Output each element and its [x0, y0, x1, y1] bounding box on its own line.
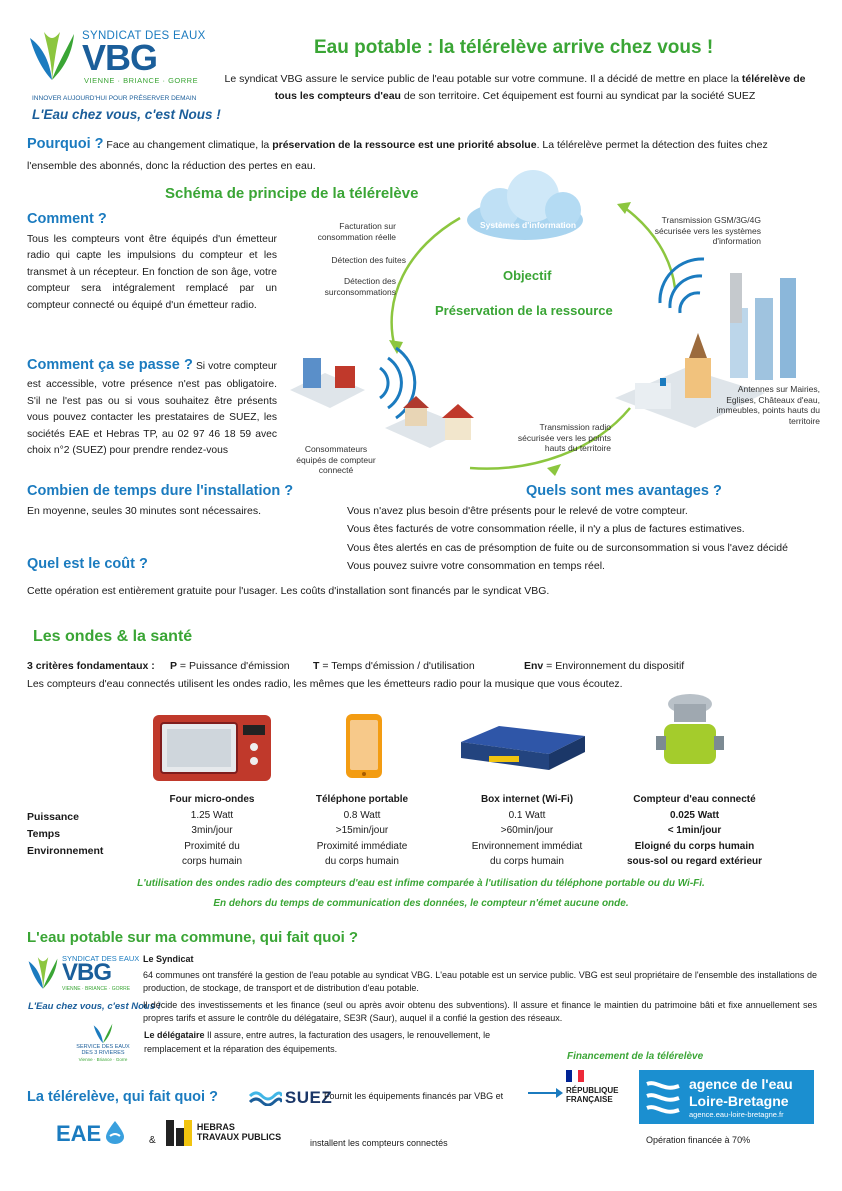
ondes-intro: Les compteurs d'eau connectés utilisent les ondes radio, les mêmes que les émetteurs radio pour la musique que vous écoutez. [27, 678, 623, 690]
comment-text: Tous les compteurs vont être équipés d'un émetteur radio qui capte les impulsions du compteur et les transmet à un récepteur. En fonction de son âge, votre compteur sera intégralement remplacé par un compteur connecté ou équipé d'un émetteur radio. [27, 234, 277, 311]
intro-part-2: de son territoire. Cet équipement est fourni au syndicat par la société SUEZ [400, 89, 756, 102]
agence-url: agence.eau-loire-bretagne.fr [689, 1110, 784, 1119]
phone-icon [344, 712, 384, 780]
device-name: Four micro-ondes [169, 794, 255, 805]
wifi-signal-right-icon [660, 259, 704, 313]
ondes-note-1: L'utilisation des ondes radio des compteurs d'eau est infime comparée à l'utilisation du téléphone portable ou du Wi-Fi. [137, 878, 705, 889]
device-env-2: du corps humain [490, 856, 564, 867]
vbg-logo [26, 28, 221, 128]
eae-logo [56, 1118, 126, 1150]
row-label-puissance: Puissance [27, 811, 79, 823]
duree-heading: Combien de temps dure l'installation ? [27, 483, 294, 499]
arrow-to-financement-icon [528, 1092, 558, 1094]
schema-title: Schéma de principe de la télérelève [165, 185, 419, 202]
device-name: Box internet (Wi-Fi) [480, 794, 574, 805]
comparison-table [27, 792, 817, 882]
device-temps: >60min/jour [500, 825, 554, 836]
device-puissance: 1.25 Watt [190, 809, 234, 821]
detection-surconso-label: Détection des surconsommations [324, 276, 396, 297]
critere-p-label: P [170, 660, 178, 672]
hebras-logo [164, 1118, 281, 1148]
delegataire-label: Le délégataire [144, 1030, 205, 1040]
device-puissance: 0.1 Watt [508, 809, 546, 821]
device-puissance: 0.025 Watt [669, 809, 720, 821]
ondes-heading: Les ondes & la santé [33, 628, 193, 645]
hebras-mark-icon [164, 1118, 194, 1148]
duree-text: En moyenne, seules 30 minutes sont nécessaires. [27, 505, 262, 517]
comment-passe-section [27, 354, 277, 460]
leaf-icon [90, 1022, 116, 1044]
operation-text: Opération financée à 70% [646, 1135, 751, 1145]
critere-p [170, 659, 290, 674]
s3r-logo [70, 1022, 136, 1074]
comment-passe-text: Si votre compteur est accessible, votre présence n'est pas obligatoire. S'il ne l'est pas ou si vous souhaitez être présents vous pouvez contacter les prestataires de SUEZ, les sociétés EAE et Hebras TP, au 02 97 46 18 59 avec choix n°2 (SUEZ) pour prendre rendez-vous [27, 361, 277, 457]
logo-slogan: L'Eau chez vous, c'est Nous ! [28, 1001, 161, 1012]
avantage-item: Vous êtes facturés de votre consommation réelle, il n'y a plus de factures estimatives. [347, 523, 745, 536]
intro-text [214, 71, 816, 105]
device-temps: >15min/jour [335, 825, 389, 836]
suez-wave-icon [248, 1090, 282, 1106]
comment-passe-heading: Comment ça se passe ? [27, 357, 193, 373]
syndicat-block [143, 953, 817, 1026]
device-column-microwave [147, 792, 277, 870]
critere-t-text: = Temps d'émission / d'utilisation [319, 660, 475, 672]
device-temps: < 1min/jour [667, 825, 722, 836]
agence-eau-logo [639, 1070, 814, 1124]
antennes-label: Antennes sur Mairies, Eglises, Châteaux d'eau, immeubles, points hauts du territoire [716, 384, 820, 426]
page-title: Eau potable : la télérelève arrive chez vous ! [314, 37, 714, 58]
preservation-label: Préservation de la ressource [435, 303, 613, 318]
leaf-icon [26, 956, 60, 990]
avantages-list [347, 502, 788, 576]
logo-sub-text: VIENNE · BRIANCE · GORRE [62, 986, 131, 992]
intro-bold: télérelève de tous les compteurs d'eau [274, 73, 806, 102]
avantage-item: Vous n'avez plus besoin d'être présents pour le relevé de votre compteur. [347, 505, 688, 517]
row-label-environnement: Environnement [27, 845, 104, 857]
device-env-2: du corps humain [325, 856, 399, 867]
device-temps: 3min/jour [191, 825, 233, 836]
cout-heading: Quel est le coût ? [27, 556, 148, 572]
financement-title: Financement de la télérelève [567, 1051, 704, 1062]
cloud-label: Systèmes d'information [480, 220, 577, 230]
device-env-2: sous-sol ou regard extérieur [626, 856, 763, 867]
device-name: Compteur d'eau connecté [633, 794, 756, 805]
logo-top-text: SYNDICAT DES EAUX [62, 954, 140, 963]
suez-name: SUEZ [284, 1088, 333, 1107]
republique-logo [566, 1070, 630, 1105]
cout-text: Cette opération est entièrement gratuite pour l'usager. Les coûts d'installation sont financés par le syndicat VBG. [27, 585, 550, 597]
transmission-gsm-label: Transmission GSM/3G/4G sécurisée vers les systèmes d'information [654, 215, 761, 247]
device-env-1: Proximité immédiate [316, 840, 408, 852]
hebras-line-2: TRAVAUX PUBLICS [196, 1132, 282, 1142]
device-env-1: Environnement immédiat [471, 840, 583, 852]
device-column-box [452, 792, 602, 870]
avantage-item: Vous êtes alertés en cas de présomption de fuite ou de surconsommation si vous l'avez décidé [347, 541, 788, 554]
water-drop-icon [104, 1120, 126, 1144]
syndicat-p1: 64 communes ont transféré la gestion de l'eau potable au syndicat VBG. L'eau potable est un service public. VBG est seul propriétaire de l'ensemble des installations de production, de stockage, de transport et de distribution d'eau potable. [143, 969, 817, 993]
device-puissance: 0.8 Watt [343, 809, 381, 821]
logo-tagline: INNOVER AUJOURD'HUI POUR PRÉSERVER DEMAIN [32, 95, 197, 102]
antenna-tower-icon [730, 273, 742, 323]
hebras-line-1: HEBRAS [196, 1122, 235, 1133]
objectif-label: Objectif [503, 268, 552, 283]
commune-heading: L'eau potable sur ma commune, qui fait quoi ? [27, 929, 359, 946]
cycle-arrow-top [392, 218, 460, 348]
detection-fuites-label: Détection des fuites [331, 255, 406, 265]
logo-sub-text: VIENNE · BRIANCE · GORRE [84, 76, 199, 85]
suez-text: Fournit les équipements financés par VBG et [324, 1091, 504, 1101]
rf-line-2: FRANÇAISE [566, 1095, 613, 1105]
pourquoi-heading: Pourquoi ? [27, 136, 104, 152]
criteres-label: 3 critères fondamentaux : [27, 660, 155, 672]
telereleve-heading: La télérelève, qui fait quoi ? [27, 1089, 218, 1105]
arrow-head-icon [556, 1088, 563, 1098]
logo-top-text: SYNDICAT DES EAUX [82, 30, 206, 42]
criteres-line [27, 659, 817, 674]
facturation-label: Facturation sur consommation réelle [317, 221, 396, 242]
install-text: installent les compteurs connectés [310, 1138, 448, 1148]
suez-logo [248, 1086, 332, 1106]
rf-line-1: RÉPUBLIQUE [566, 1086, 619, 1096]
device-column-phone [292, 792, 432, 870]
ae-mark-icon [643, 1078, 683, 1116]
critere-env-label: Env [524, 660, 544, 672]
logo-main-text: VBG [82, 37, 158, 78]
critere-t-label: T [313, 660, 320, 672]
ampersand: & [149, 1135, 156, 1146]
s3r-sub: Vienne · Briance · Gorre [78, 1056, 128, 1062]
critere-env [524, 659, 684, 674]
delegataire-block [144, 1028, 534, 1057]
pourquoi-text-1: Face au changement climatique, la [103, 139, 273, 151]
delegataire-text: Il assure, entre autres, la facturation des usagers, le renouvellement, le remplacement et la réparation des équipements. [144, 1030, 491, 1055]
device-env-1: Eloigné du corps humain [634, 840, 755, 852]
critere-p-text: = Puissance d'émission [177, 660, 290, 672]
hebras-text [197, 1123, 281, 1143]
vbg-logo-small [26, 954, 161, 1016]
agence-line-2: Loire-Bretagne [689, 1093, 789, 1109]
pourquoi-text-2: . La télérelève permet la détection des fuites chez l'ensemble des abonnés, donc la réduction des pertes en eau. [27, 139, 768, 173]
critere-env-text: = Environnement du dispositif [543, 660, 685, 672]
logo-main-text: VBG [62, 959, 112, 986]
avantage-item: Vous pouvez suivre votre consommation en temps réel. [347, 560, 605, 573]
intro-part-1: Le syndicat VBG assure le service public de l'eau potable sur votre commune. Il a décidé de mettre en place la [224, 73, 742, 85]
arrow-head-bottom [547, 464, 561, 476]
consommateurs-label: Consommateurs équipés de compteur connecté [296, 444, 376, 476]
microwave-icon [151, 713, 273, 785]
internet-box-icon [459, 722, 587, 774]
agence-line-1: agence de l'eau [689, 1076, 793, 1092]
comment-heading: Comment ? [27, 211, 107, 227]
s3r-text: SERVICE DES EAUX DES 3 RIVIERES [76, 1044, 130, 1057]
critere-t [313, 659, 475, 674]
logo-slogan: L'Eau chez vous, c'est Nous ! [32, 107, 221, 122]
leaf-icon [26, 30, 78, 82]
water-meter-icon [652, 690, 728, 776]
avantages-heading: Quels sont mes avantages ? [526, 483, 722, 499]
ondes-note-2: En dehors du temps de communication des données, le compteur n'émet aucune onde. [213, 898, 629, 909]
pourquoi-bold: préservation de la ressource est une priorité absolue [272, 139, 537, 151]
flag-icon [566, 1070, 584, 1082]
row-label-temps: Temps [27, 828, 61, 840]
transmission-radio-label: Transmission radio sécurisée vers les points hauts du territoire [517, 422, 611, 454]
syndicat-p2: Il décide des investissements et les finance (seul ou après avoir obtenu des subventions). Il assure et finance le maintien du patrimoine bâti et fixe annuellement ses propres tarifs et assure le contrôle du délégataire, SE3R (Saur), auquel il a confié la gestion des réseaux. [143, 999, 817, 1023]
eae-name: EAE [56, 1121, 102, 1146]
syndicat-label: Le Syndicat [143, 954, 194, 964]
device-env-2: corps humain [181, 856, 243, 867]
device-column-meter [612, 792, 777, 870]
device-env-1: Proximité du [184, 840, 240, 852]
device-name: Téléphone portable [315, 794, 409, 805]
